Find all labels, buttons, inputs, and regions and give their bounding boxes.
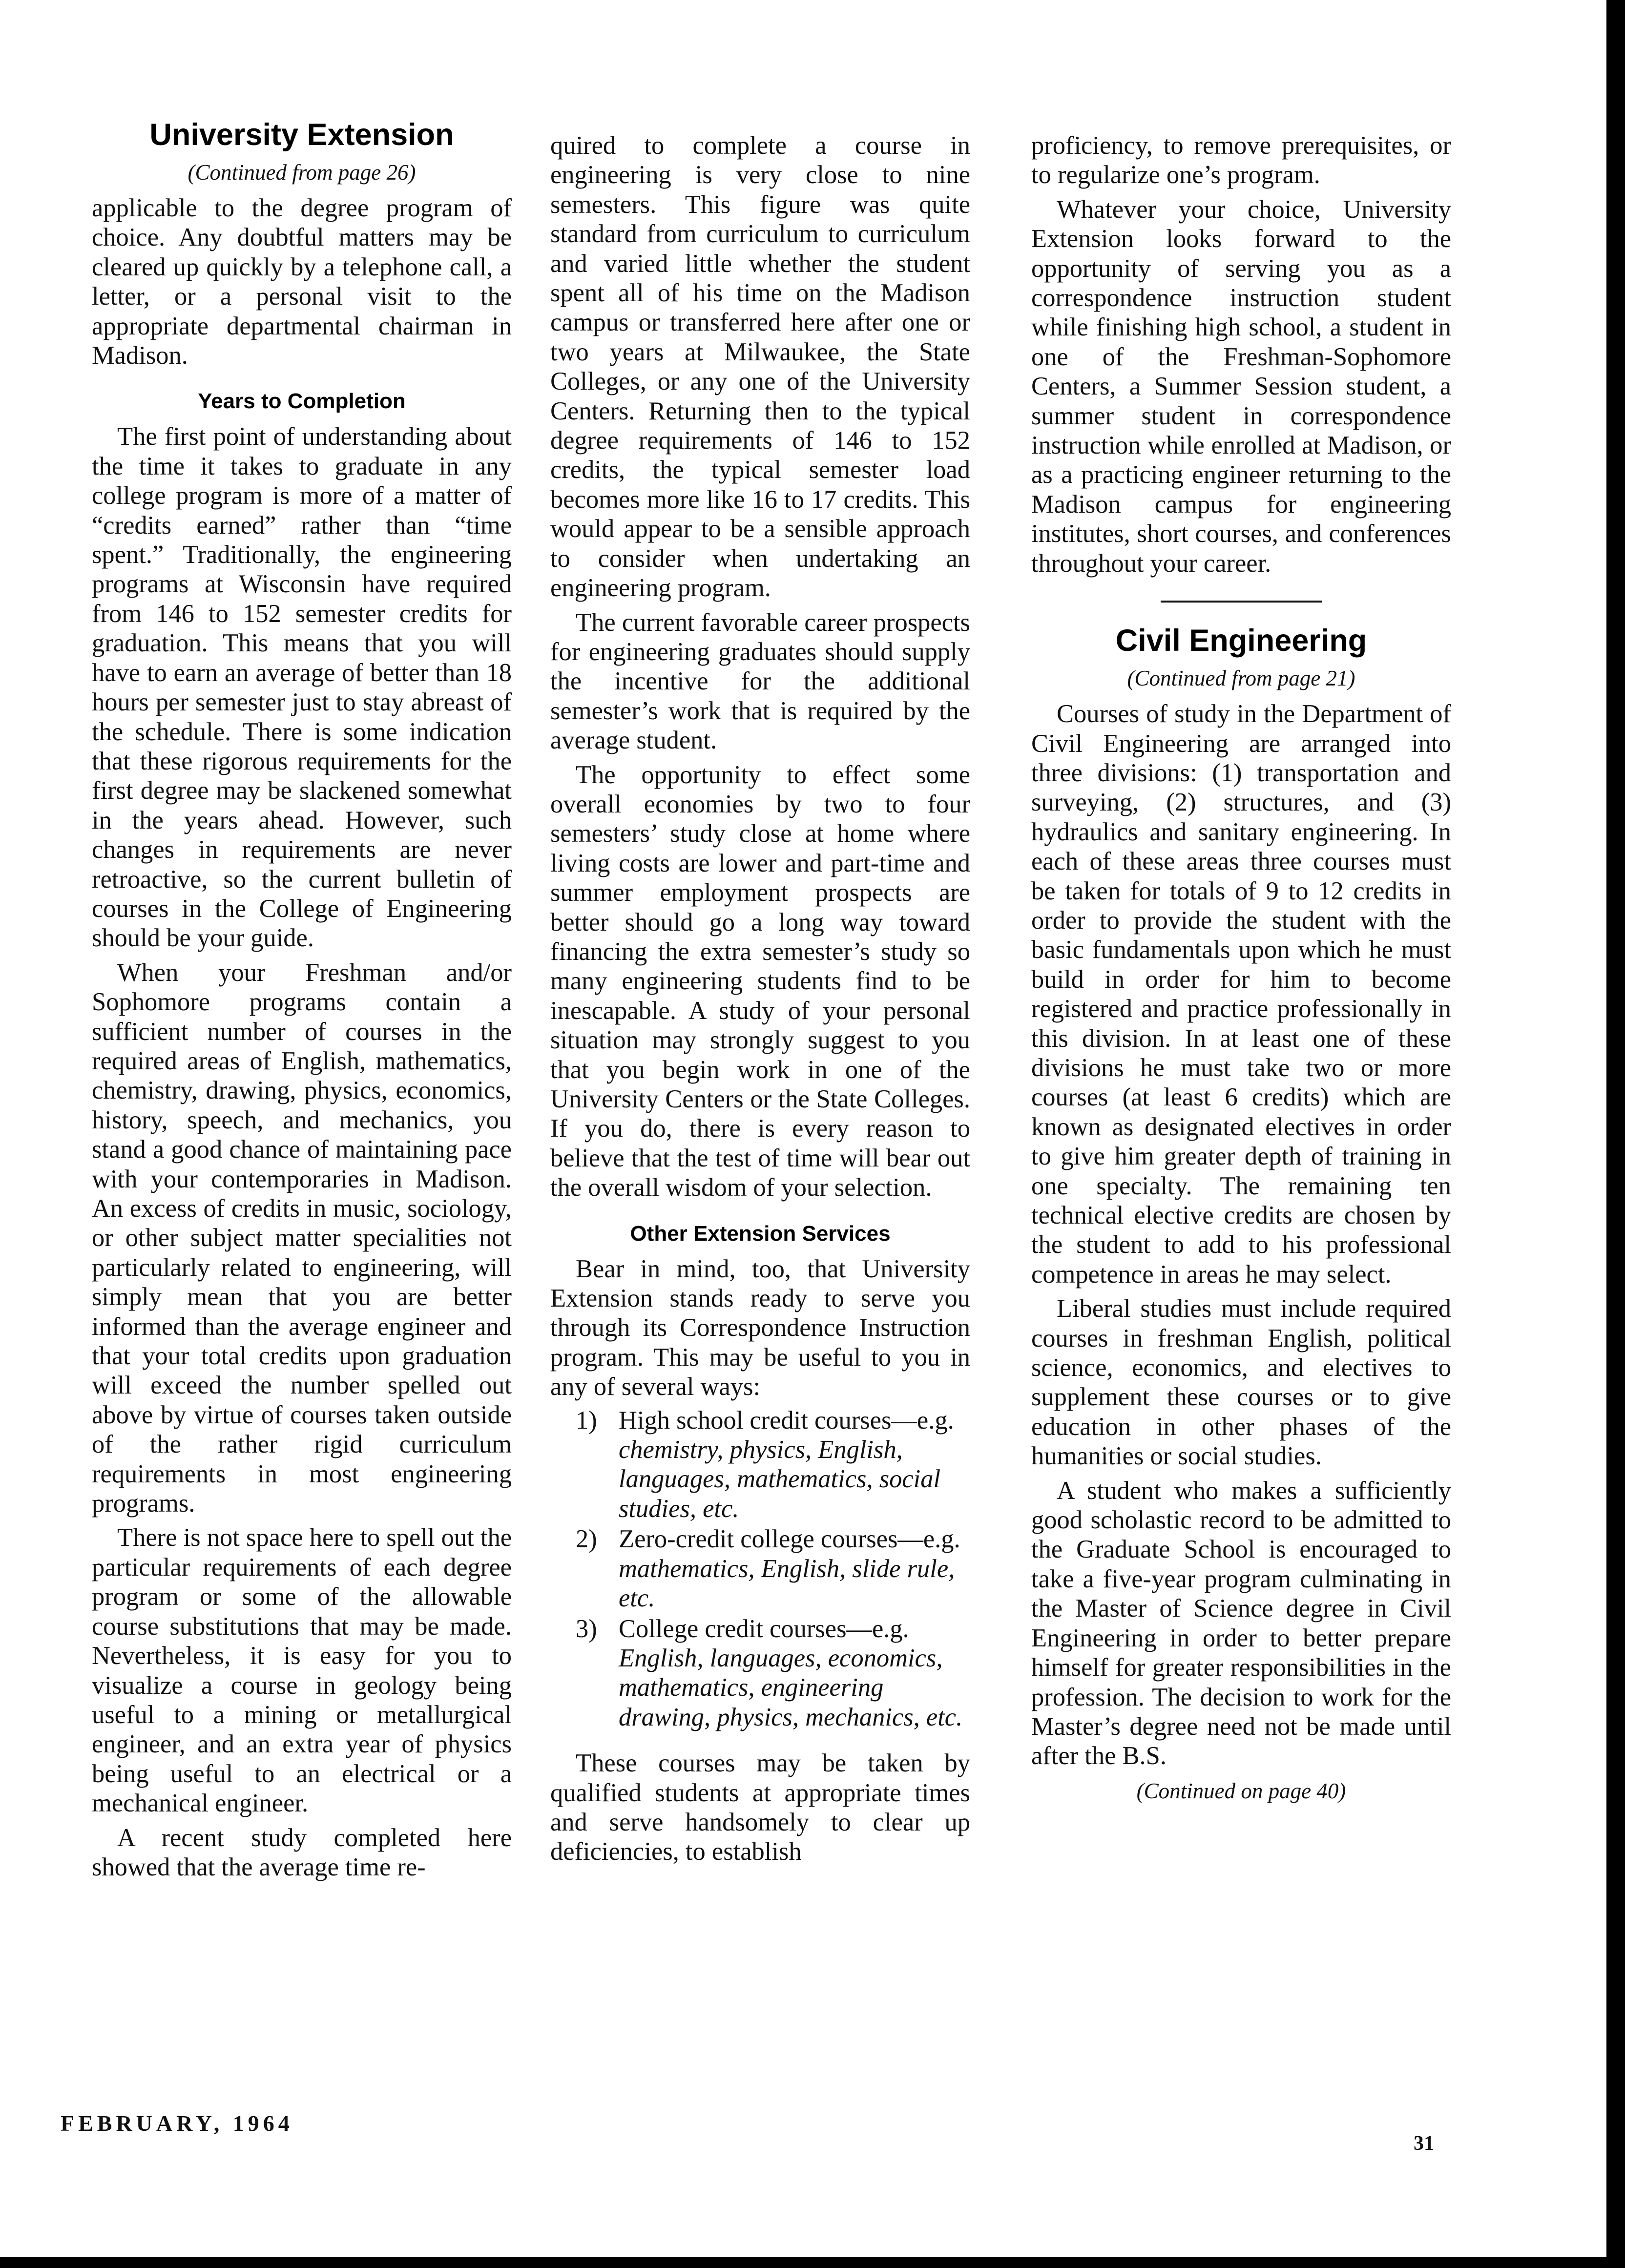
continued-from-note: (Continued from page 21) [1127,666,1355,691]
paragraph: Whatever your choice, University Extension looks forward to the opportunity of serving you as a correspondence instruction student while finishing high school, a student in one of the Freshman-Sophomore Centers, a Summer Session student, a summer student in correspondence instruction while enrolled at Madison, or as a practicing engineer returning to the Madison campus for engineering institutes, short courses, and conferences throughout your career. [1031,195,1451,578]
scan-edge-right [1606,0,1625,2268]
column-3 [1031,131,1451,1812]
column-2 [550,131,970,1867]
list-item [550,1614,970,1732]
column-1 [92,117,512,1882]
paragraph: Liberal studies must include required courses in freshman English, political science, economics, and electives to supplement these courses or to give education in other phases of the humanities or social studies. [1031,1294,1451,1471]
paragraph: When your Freshman and/or Sophomore programs contain a sufficient number of courses in the required areas of English, mathematics, chemistry, drawing, physics, economics, history, speech, and mechanics, you stand a good chance of maintaining pace with your contemporaries in Madison. An excess of credits in music, sociology, or other subject matter specialities not particularly related to engineering, will simply mean that you are better informed than the average engineer and that your total credits upon graduation will exceed the number spelled out above by virtue of courses taken outside of the rather rigid curriculum requirements in most engineering programs. [92,958,512,1518]
paragraph: The current favorable career prospects for engineering graduates should supply the incentive for the additional semester’s work that is required by the average student. [550,608,970,755]
paragraph: Bear in mind, too, that University Extension stands ready to serve you through its Correspondence Instruction program. This may be useful to you in any of several ways: [550,1254,970,1401]
page-number: 31 [1414,2132,1434,2155]
paragraph: Courses of study in the Department of Civil Engineering are arranged into three divisions: (1) transportation and surveying, (2) structures, and (3) hydraulics and sanitary engineering. In each of these areas three courses must be taken for totals of 9 to 12 credits in order to provide the student with the basic fundamentals upon which he must build in order for him to become registered and practice professionally in this division. In at least one of these divisions he must take two or more courses (at least 6 credits) which are known as designated electives in order to give him greater depth of training in one specialty. The remaining ten technical elective credits are chosen by the student to add to his professional competence in areas he may select. [1031,700,1451,1289]
article-title-civil-engineering: Civil Engineering [1115,624,1367,658]
list-item-examples: English, languages, economics, mathematics, engineering drawing, physics, mechanics, etc. [619,1644,963,1731]
paragraph: These courses may be taken by qualified students at appropriate times and serve handsomely to clear up deficiencies, to establish [550,1749,970,1866]
paragraph: applicable to the degree program of choice. Any doubtful matters may be cleared up quickly by a telephone call, a letter, or a personal visit to the appropriate departmental chairman in Madison. [92,194,512,370]
issue-date: FEBRUARY, 1964 [61,2111,293,2136]
list-item-examples: chemistry, physics, English, languages, mathematics, social studies, etc. [619,1436,941,1523]
list-item-number: 2) [576,1525,597,1554]
paragraph: There is not space here to spell out the particular requirements of each degree program or some of the allowable course substitutions that may be made. Nevertheless, it is easy for you to visualize a course in geology being useful to a mining or metallurgical engineer, and an extra year of physics being useful to an electrical or a mechanical engineer. [92,1523,512,1818]
paragraph: A student who makes a sufficiently good scholastic record to be admitted to the Graduate School is encouraged to take a five-year program culminating in the Master of Science degree in Civil Engineering in order to better prepare himself for greater responsibilities in the profession. The decision to work for the Master’s degree need not be made until after the B.S. [1031,1476,1451,1770]
list-item [550,1524,970,1613]
list-item-number: 3) [576,1614,597,1643]
continued-on-note: (Continued on page 40) [1136,1778,1346,1803]
list-item-text: High school credit courses—e.g. [619,1406,954,1435]
list-item [550,1406,970,1524]
list-item-text: College credit courses—e.g. [619,1614,909,1643]
article-title-university-extension: University Extension [149,118,454,152]
section-divider [1161,601,1322,603]
list-item-number: 1) [576,1406,597,1435]
paragraph: proficiency, to remove prerequisites, or to regularize one’s program. [1031,131,1451,189]
ways-list [550,1406,970,1732]
paragraph: quired to complete a course in engineering is very close to nine semesters. This figure was quite standard from curriculum to curriculum and varied little whether the student spent all of his time on the Madison campus or transferred here after one or two years at Milwaukee, the State Colleges, or any one of the University Centers. Returning then to the typical degree requirements of 146 to 152 credits, the typical semester load becomes more like 16 to 17 credits. This would appear to be a sensible approach to consider when undertaking an engineering program. [550,131,970,603]
subheading-other-extension-services: Other Extension Services [630,1221,891,1246]
scan-edge-bottom [0,2257,1625,2268]
continued-from-note: (Continued from page 26) [188,160,416,185]
subheading-years-to-completion: Years to Completion [198,389,406,414]
list-item-text: Zero-credit college courses—e.g. [619,1525,960,1554]
paragraph: The opportunity to effect some overall economies by two to four semesters’ study close at home where living costs are lower and part-time and summer employment prospects are better should go a long way toward financing the extra semester’s study so many engineering students find to be inescapable. A study of your personal situation may strongly suggest to you that you begin work in one of the University Centers or the State Colleges. If you do, there is every reason to believe that the test of time will bear out the overall wisdom of your selection. [550,760,970,1202]
paragraph: The first point of understanding about the time it takes to graduate in any college program is more of a matter of “credits earned” rather than “time spent.” Traditionally, the engineering programs at Wisconsin have required from 146 to 152 semester credits for graduation. This means that you will have to earn an average of better than 18 hours per semester just to stay abreast of the schedule. There is some indication that these rigorous requirements for the first degree may be slackened somewhat in the years ahead. However, such changes in requirements are never retroactive, so the current bulletin of courses in the College of Engineering should be your guide. [92,422,512,953]
list-item-examples: mathematics, English, slide rule, etc. [619,1554,955,1613]
paragraph: A recent study completed here showed that the average time re- [92,1823,512,1881]
